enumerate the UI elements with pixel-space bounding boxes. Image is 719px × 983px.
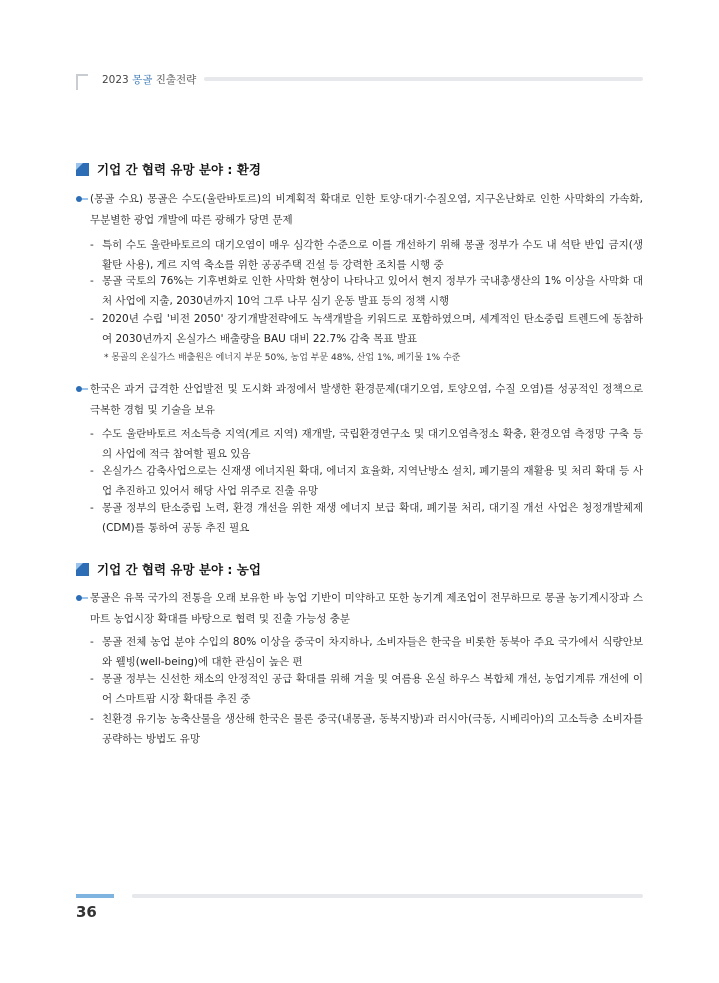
sub-item-text: 몽골 전체 농업 분야 수입의 80% 이상을 중국이 차지하나, 소비자들은 한국을 비롯한 동북아 주요 국가에서 식량안보와 웰빙(well-being)에 대한 관심이 높은 편 xyxy=(102,636,643,668)
header-country: 몽골 xyxy=(132,74,153,86)
bullet-item xyxy=(76,588,643,630)
running-header xyxy=(102,72,196,87)
header-title: 진출전략 xyxy=(155,74,197,86)
sub-item-text: 2020년 수립 '비전 2050' 장기개발전략에도 녹색개발을 키워드로 포함하였으며, 세계적인 탄소중립 트렌드에 동참하여 2030년까지 온실가스 배출량을 BAU 대비 22.7% 감축 목표 발표 xyxy=(102,313,643,345)
sub-item: - 몽골 국토의 76%는 기후변화로 인한 사막화 현상이 나타나고 있어서 현지 정부가 국내총생산의 1% 이상을 사막화 대처 사업에 지출, 2030년까지 10억 그루 나무 심기 운동 발표 등의 정책 시행 xyxy=(90,271,643,311)
sub-item: - 몽골 전체 농업 분야 수입의 80% 이상을 중국이 차지하나, 소비자들은 한국을 비롯한 동북아 주요 국가에서 식량안보와 웰빙(well-being)에 대한 관심이 높은 편 xyxy=(90,632,643,672)
bullet-item xyxy=(76,379,643,421)
header-bracket-decoration xyxy=(76,74,88,90)
bullet-item xyxy=(76,189,643,231)
sub-item: - 친환경 유기농 농축산물을 생산해 한국은 물론 중국(내몽골, 동북지방)과 러시아(극동, 시베리아)의 고소득층 소비자를 공략하는 방법도 유망 xyxy=(90,709,643,749)
bullet-text: (몽골 수요) 몽골은 수도(울란바토르)의 비계획적 확대로 인한 토양·대기·수질오염, 지구온난화로 인한 사막화의 가속화, 무분별한 광업 개발에 따른 광해가 당면 문제 xyxy=(90,193,643,226)
sub-item-text: 수도 울란바토르 저소득층 지역(게르 지역) 재개발, 국립환경연구소 및 대기오염측정소 확충, 환경오염 측정망 구축 등의 사업에 적극 참여할 필요 있음 xyxy=(102,428,643,460)
section-square-icon xyxy=(76,163,89,176)
sub-item: - 몽골 정부의 탄소중립 노력, 환경 개선을 위한 재생 에너지 보급 확대, 폐기물 처리, 대기질 개선 사업은 청정개발체제(CDM)를 통하여 공동 추진 필요 xyxy=(90,498,643,538)
bullet-dot-icon xyxy=(76,595,88,601)
sub-item: - 특히 수도 울란바토르의 대기오염이 매우 심각한 수준으로 이를 개선하기 위해 몽골 정부가 수도 내 석탄 반입 금지(생활탄 사용), 게르 지역 축소를 위한 공공주택 건설 등 강력한 조치를 시행 중 xyxy=(90,235,643,275)
sub-item-text: 특히 수도 울란바토르의 대기오염이 매우 심각한 수준으로 이를 개선하기 위해 몽골 정부가 수도 내 석탄 반입 금지(생활탄 사용), 게르 지역 축소를 위한 공공주택 건설 등 강력한 조치를 시행 중 xyxy=(102,239,643,271)
footer-rule xyxy=(132,894,643,898)
bullet-text: 한국은 과거 급격한 산업발전 및 도시화 과정에서 발생한 환경문제(대기오염, 토양오염, 수질 오염)를 성공적인 정책으로 극복한 경험 및 기술을 보유 xyxy=(90,383,643,416)
sub-item-text: 친환경 유기농 농축산물을 생산해 한국은 물론 중국(내몽골, 동북지방)과 러시아(극동, 시베리아)의 고소득층 소비자를 공략하는 방법도 유망 xyxy=(102,713,643,745)
sub-item-text: 몽골 정부의 탄소중립 노력, 환경 개선을 위한 재생 에너지 보급 확대, 폐기물 처리, 대기질 개선 사업은 청정개발체제(CDM)를 통하여 공동 추진 필요 xyxy=(102,502,643,534)
sub-item-text: 몽골 국토의 76%는 기후변화로 인한 사막화 현상이 나타나고 있어서 현지 정부가 국내총생산의 1% 이상을 사막화 대처 사업에 지출, 2030년까지 10억 그루 나무 심기 운동 발표 등의 정책 시행 xyxy=(102,275,643,307)
page-number: 36 xyxy=(76,903,97,921)
sub-item: - 2020년 수립 '비전 2050' 장기개발전략에도 녹색개발을 키워드로 포함하였으며, 세계적인 탄소중립 트렌드에 동참하여 2030년까지 온실가스 배출량을 BAU 대비 22.7% 감축 목표 발표 xyxy=(90,309,643,349)
header-rule xyxy=(204,77,643,81)
section-title: 기업 간 협력 유망 분야 : 환경 xyxy=(97,162,261,177)
section-heading-agriculture xyxy=(76,560,261,578)
footer-accent-bar xyxy=(76,894,114,898)
bullet-dot-icon xyxy=(76,386,88,392)
sub-item-text: 온실가스 감축사업으로는 신재생 에너지원 확대, 에너지 효율화, 지역난방소 설치, 폐기물의 재활용 및 처리 확대 등 사업 추진하고 있어서 해당 사업 위주로 진출 유망 xyxy=(102,465,643,497)
bullet-dot-icon xyxy=(76,196,88,202)
bullet-text: 몽골은 유목 국가의 전통을 오래 보유한 바 농업 기반이 미약하고 또한 농기계 제조업이 전무하므로 몽골 농기계시장과 스마트 농업시장 확대를 바탕으로 협력 및 진출 가능성 충분 xyxy=(90,592,643,625)
sub-item: - 수도 울란바토르 저소득층 지역(게르 지역) 재개발, 국립환경연구소 및 대기오염측정소 확충, 환경오염 측정망 구축 등의 사업에 적극 참여할 필요 있음 xyxy=(90,424,643,464)
section-heading-environment xyxy=(76,160,261,178)
sub-item: - 몽골 정부는 신선한 채소의 안정적인 공급 확대를 위해 겨울 및 여름용 온실 하우스 복합체 개선, 농업기계류 개선에 이어 스마트팜 시장 확대를 추진 중 xyxy=(90,669,643,709)
section-square-icon xyxy=(76,563,89,576)
sub-item: - 온실가스 감축사업으로는 신재생 에너지원 확대, 에너지 효율화, 지역난방소 설치, 폐기물의 재활용 및 처리 확대 등 사업 추진하고 있어서 해당 사업 위주로 진출 유망 xyxy=(90,461,643,501)
header-year: 2023 xyxy=(102,74,129,86)
section-title: 기업 간 협력 유망 분야 : 농업 xyxy=(97,562,261,577)
footnote: * 몽골의 온실가스 배출원은 에너지 부문 50%, 농업 부문 48%, 산업 1%, 폐기물 1% 수준 xyxy=(104,353,461,363)
sub-item-text: 몽골 정부는 신선한 채소의 안정적인 공급 확대를 위해 겨울 및 여름용 온실 하우스 복합체 개선, 농업기계류 개선에 이어 스마트팜 시장 확대를 추진 중 xyxy=(102,673,643,705)
